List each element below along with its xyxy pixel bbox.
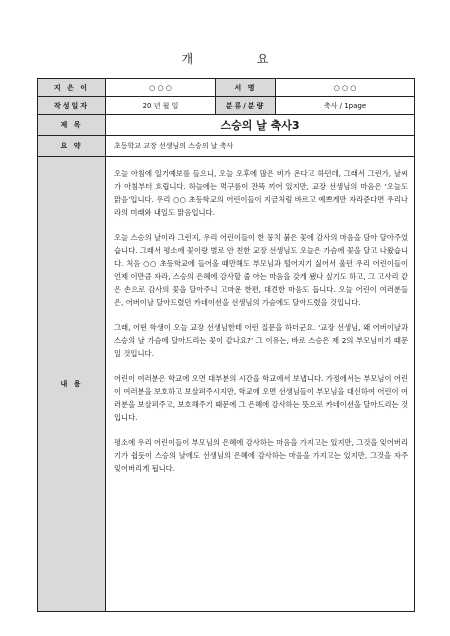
content-paragraph: 오늘 스승의 날이라 그런지, 우리 어린이들이 한 뭉치 붉은 꽃에 감사의 마음을 담아 달아주었습니다. 그래서 평소에 꽃이랑 별로 안 친한 교장 선생님도 오늘은 가슴에 꽃을 달고 나왔습니다. 처음 ○○ 초등학교에 들어올 때만해도 부모님과 떨어지기 싫어서 울던 우리 어린이들이 언제 이만큼 자라, 스승의 은혜에 감사할 줄 아는 마음을 갖게 됐나 싶기도 하고, 그 고사리 같은 손으로 감사의 꽃을 달아주니 고마운 한편, 대견한 마음도 듭니다. 오늘 어린이 여러분들은, 어버이날 달아드렸던 카네이션을 선생님의 가슴에도 달아드렸을 것입니다. <box>114 233 408 307</box>
summary-label: 요 약 <box>38 136 106 157</box>
category-value: 축사 / 1page <box>276 97 415 115</box>
author-label: 지 은 이 <box>38 79 106 97</box>
document-title: 개 요 <box>181 52 299 66</box>
content-body <box>106 157 415 612</box>
content-paragraph: 오늘 아침에 일기예보를 들으니, 오늘 오후에 많은 비가 온다고 하던데, 그래서 그런가, 날씨가 아침부터 흐립니다. 하늘에는 먹구름이 잔뜩 끼어 있지만, 교장 선생님의 마음은 ‘오늘도 맑음’입니다. 우리 ○○ 초등학교의 어린이들이 지금처럼 바르고 예쁘게만 자라준다면 우리나라의 미래와 내일도 맑음입니다. <box>114 169 408 217</box>
summary-value: 초등학교 교장 선생님의 스승의 날 축사 <box>106 136 415 157</box>
content-paragraph: 어린이 여러분은 학교에 오면 대부분의 시간을 학교에서 보냅니다. 가정에서는 부모님이 어린이 여러분을 보호하고 보살펴주시지만, 학교에 오면 선생님들이 부모님을 대신하여 어린이 여러분을 보살펴주고, 보호해주기 때문에 그 은혜에 감사하는 뜻으로 카네이션을 달아드리는 것입니다. <box>114 374 408 422</box>
recipient-label: 서 명 <box>216 79 276 97</box>
content-paragraph: 평소에 우리 어린이들이 부모님의 은혜에 감사하는 마음을 가지고는 있지만, 그것을 잊어버리기가 쉽듯이 스승의 날에도 선생님의 은혜에 감사하는 마음을 가지고는 있지만, 그것을 자주 잊어버리게 됩니다. <box>114 438 408 473</box>
subject-label: 제 목 <box>38 115 106 136</box>
date-label: 작성일자 <box>38 97 106 115</box>
content-label: 내 용 <box>38 157 106 612</box>
date-value: 20 년 월 일 <box>106 97 216 115</box>
overview-form <box>37 78 415 612</box>
category-label: 분류/분량 <box>216 97 276 115</box>
recipient-value: ○ ○ ○ <box>276 79 415 97</box>
author-value: ○ ○ ○ <box>106 79 216 97</box>
subject-value: 스승의 날 축사3 <box>106 115 415 136</box>
content-paragraph: 그래, 어떤 학생이 오늘 교장 선생님한테 이런 질문을 하더군요. ‘교장 선생님, 왜 어버이날과 스승의 날 가슴에 달아드리는 꽃이 같나요?’ 그 이유는, 바로 스승은 제 2의 부모님이기 때문일 것입니다. <box>114 323 408 358</box>
